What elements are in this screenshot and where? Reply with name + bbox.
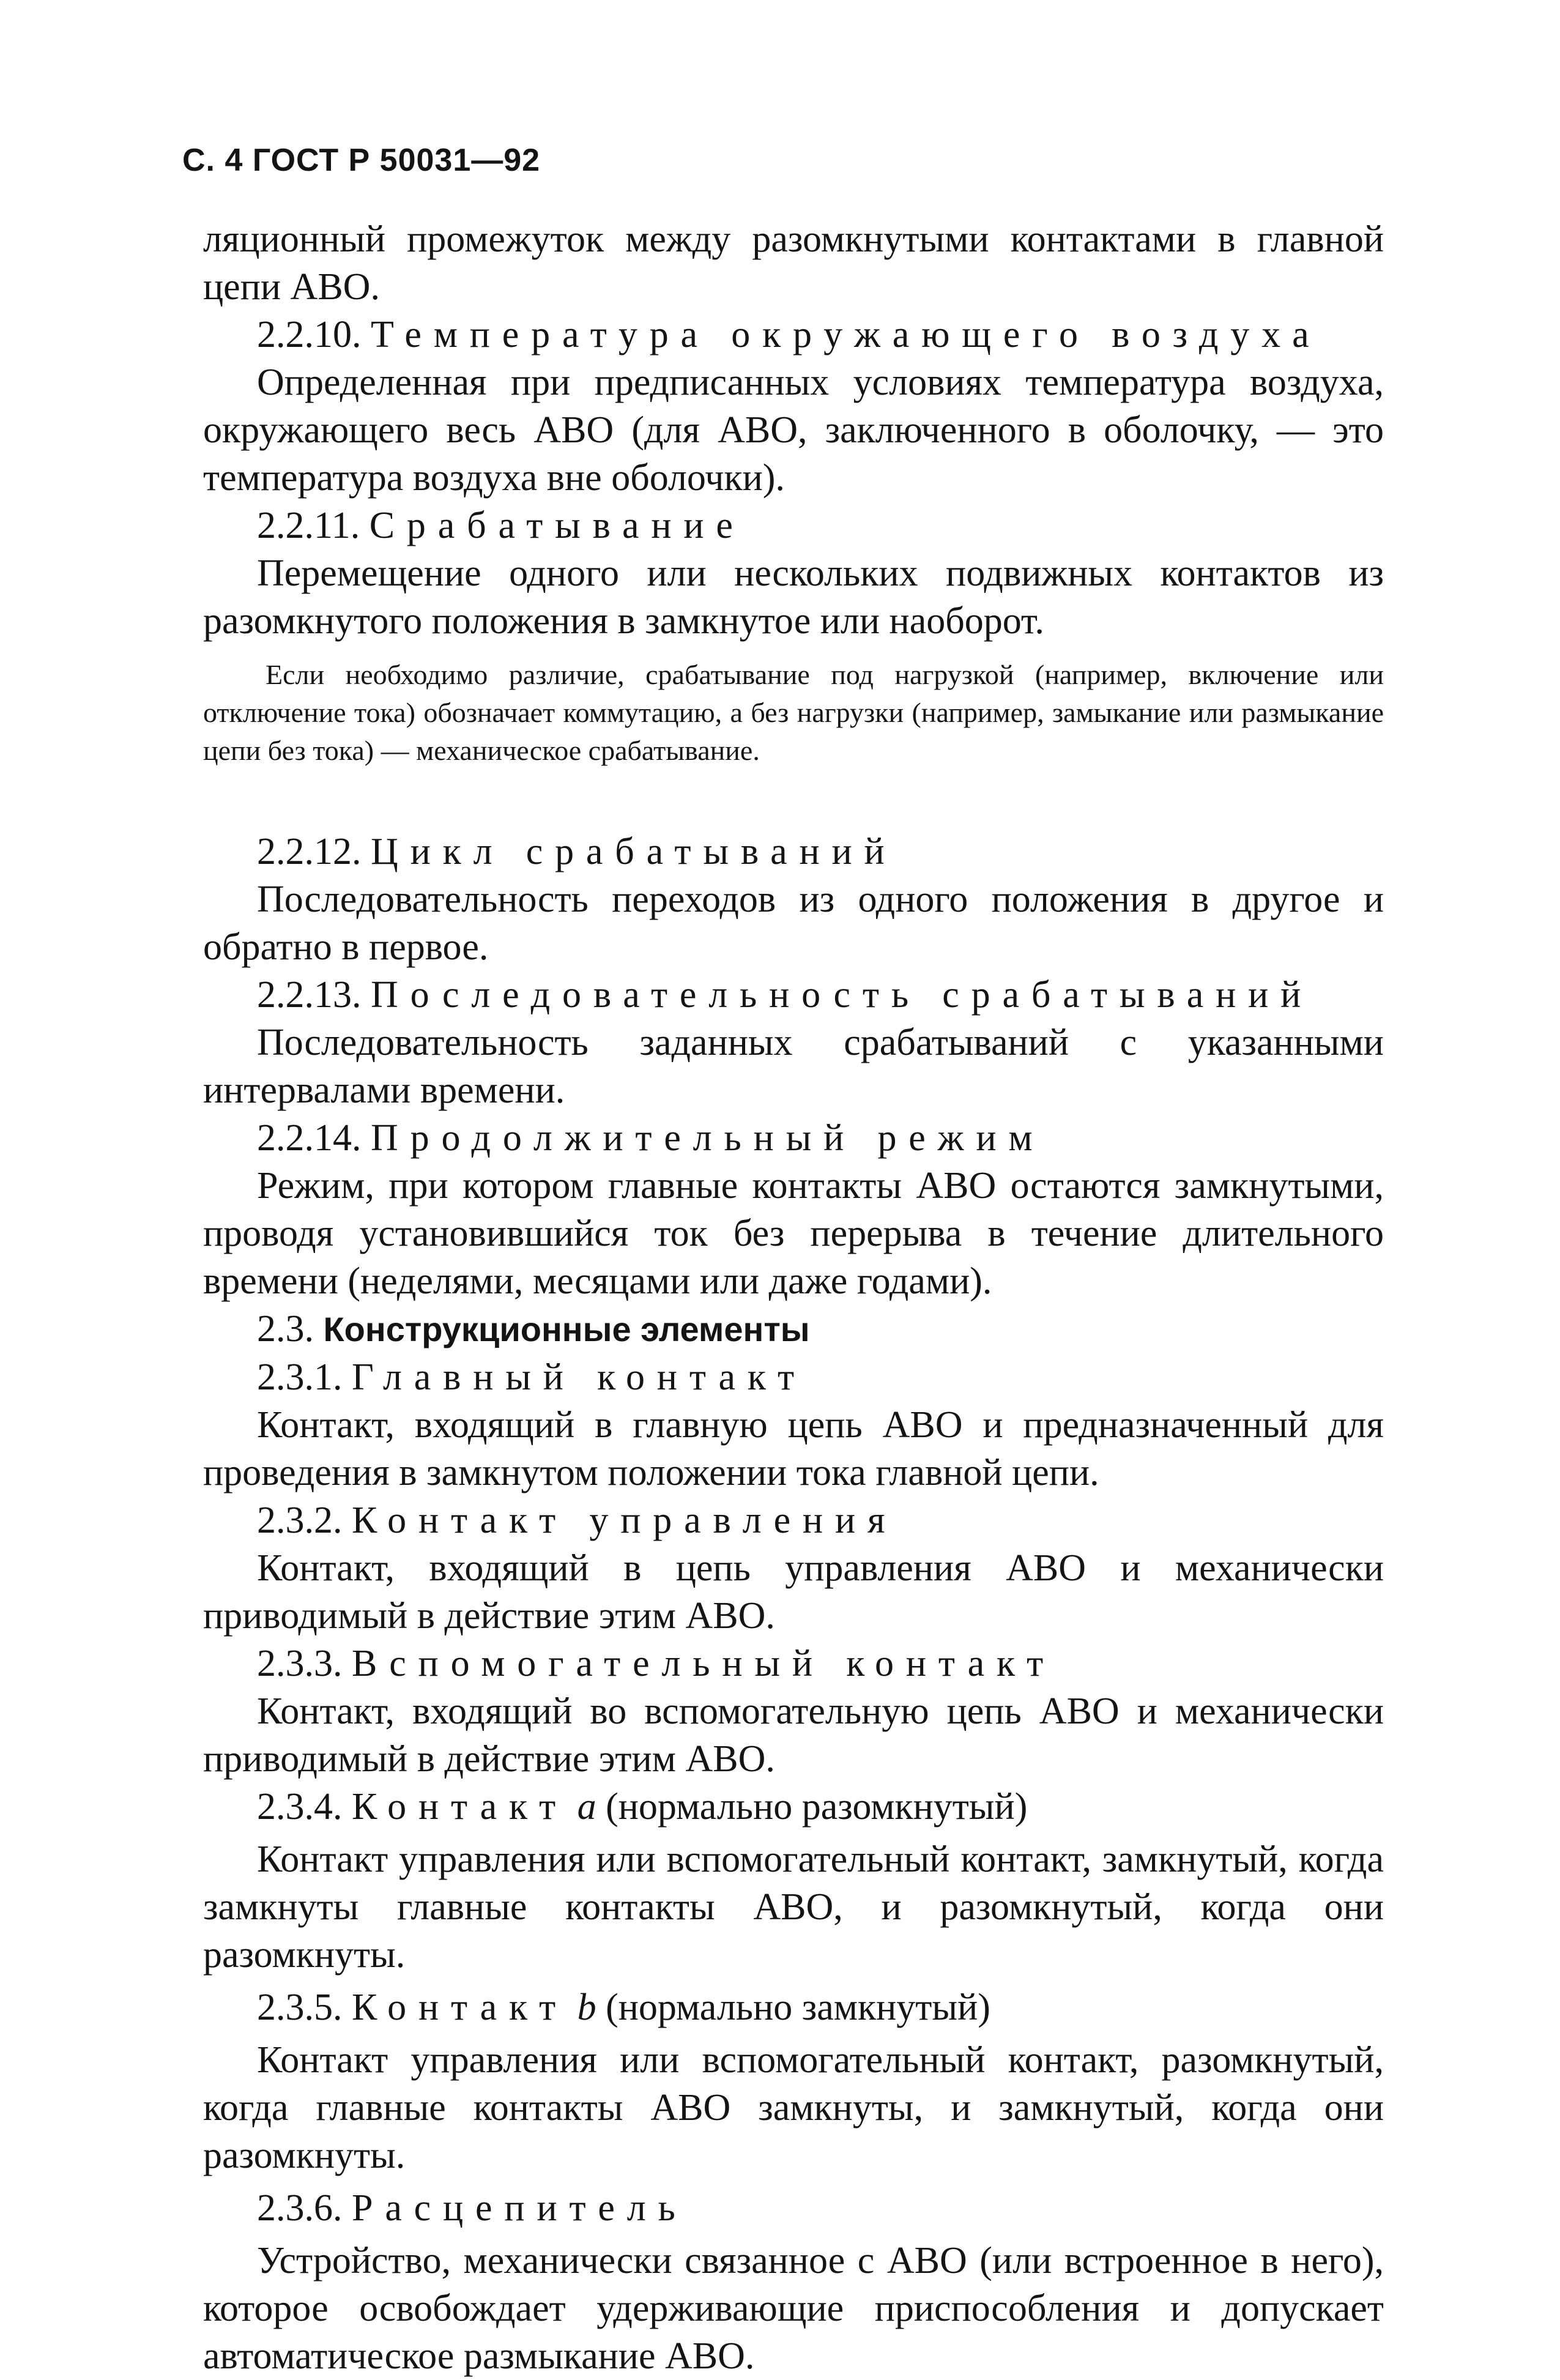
page-header: С. 4 ГОСТ Р 50031—92 xyxy=(182,143,541,178)
term-number: 2.2.11. xyxy=(257,505,360,546)
definition-2-2-13: Последовательность заданных срабатываний с указанными интервалами времени. xyxy=(203,1022,1384,1111)
term-2-3-2 xyxy=(203,1497,1384,1544)
term-2-2-14 xyxy=(203,1114,1384,1162)
term-2-2-11 xyxy=(203,502,1384,549)
document-body xyxy=(203,215,1384,2380)
term-qualifier: (нормально разомкнутый) xyxy=(606,1786,1028,1828)
term-name: Последовательность срабатываний xyxy=(371,974,1313,1016)
definition-2-3-6: Устройство, механически связанное с АВО (или встроенное в него), которое освобождает удерживающие приспособления и допускает автоматическое размыкание АВО. xyxy=(203,2240,1384,2377)
term-name: Контакт xyxy=(352,1786,568,1828)
term-number: 2.3.6. xyxy=(257,2187,343,2229)
term-number: 2.2.10. xyxy=(257,314,362,355)
term-number: 2.3.5. xyxy=(257,1987,343,2028)
section-title: Конструкционные элементы xyxy=(323,1310,810,1348)
definition-2-2-11: Перемещение одного или нескольких подвижных контактов из разомкнутого положения в замкнутое или наоборот. xyxy=(203,552,1384,642)
definition-2-2-12: Последовательность переходов из одного положения в другое и обратно в первое. xyxy=(203,879,1384,968)
term-2-2-12 xyxy=(203,828,1384,876)
definition-2-3-5: Контакт управления или вспомогательный контакт, разомкнутый, когда главные контакты АВО замкнуты, и замкнутый, когда они разомкнуты. xyxy=(203,2039,1384,2176)
term-number: 2.3.4. xyxy=(257,1786,343,1828)
term-name: Главный контакт xyxy=(352,1356,806,1398)
note-2-2-11: Если необходимо различие, срабатывание под нагрузкой (например, включение или отключение тока) обозначает коммутацию, а без нагрузки (например, замыкание или размыкание цепи без тока) — механическое срабатывание. xyxy=(203,659,1384,766)
definition-2-2-10: Определенная при предписанных условиях температура воздуха, окружающего весь АВО (для АВО, заключенного в оболочку, — это температура воздуха вне оболочки). xyxy=(203,362,1384,499)
term-number: 2.3.2. xyxy=(257,1500,343,1541)
term-2-3-6 xyxy=(203,2184,1384,2232)
definition-2-3-4: Контакт управления или вспомогательный контакт, замкнутый, когда замкнуты главные контакты АВО, и разомкнутый, когда они разомкнуты. xyxy=(203,1839,1384,1976)
term-name: Расцепитель xyxy=(352,2187,688,2229)
term-number: 2.2.12. xyxy=(257,831,362,872)
definition-2-3-2: Контакт, входящий в цепь управления АВО и механически приводимый в действие этим АВО. xyxy=(203,1547,1384,1637)
section-number: 2.3. xyxy=(257,1308,314,1350)
term-number: 2.3.1. xyxy=(257,1356,343,1398)
term-name: Вспомогательный контакт xyxy=(352,1643,1056,1684)
term-letter: b xyxy=(577,1987,596,2028)
term-name: Контакт xyxy=(352,1987,568,2028)
definition-2-3-1: Контакт, входящий в главную цепь АВО и предназначенный для проведения в замкнутом положении тока главной цепи. xyxy=(203,1404,1384,1493)
term-2-3-1 xyxy=(203,1353,1384,1401)
term-2-2-13 xyxy=(203,971,1384,1019)
term-number: 2.3.3. xyxy=(257,1643,343,1684)
term-name: Температура окружающего воздуха xyxy=(371,314,1321,355)
term-2-3-4 xyxy=(203,1783,1384,1831)
term-number: 2.2.13. xyxy=(257,974,362,1016)
term-2-3-3 xyxy=(203,1640,1384,1687)
term-2-2-10 xyxy=(203,311,1384,359)
term-name: Цикл срабатываний xyxy=(371,831,897,872)
term-name: Срабатывание xyxy=(369,505,745,546)
term-2-3-5 xyxy=(203,1984,1384,2031)
section-2-3 xyxy=(203,1305,1384,1353)
definition-2-2-14: Режим, при котором главные контакты АВО остаются замкнутыми, проводя установившийся ток без перерыва в течение длительного времени (неделями, месяцами или даже годами). xyxy=(203,1165,1384,1302)
term-letter: a xyxy=(577,1786,596,1828)
term-qualifier: (нормально замкнутый) xyxy=(606,1987,990,2028)
term-number: 2.2.14. xyxy=(257,1117,362,1159)
continuation-paragraph: ляционный промежуток между разомкнутыми контактами в главной цепи АВО. xyxy=(203,218,1384,308)
term-name: Контакт управления xyxy=(352,1500,897,1541)
definition-2-3-3: Контакт, входящий во вспомогательную цепь АВО и механически приводимый в действие этим АВО. xyxy=(203,1690,1384,1780)
term-name: Продолжительный режим xyxy=(371,1117,1045,1159)
